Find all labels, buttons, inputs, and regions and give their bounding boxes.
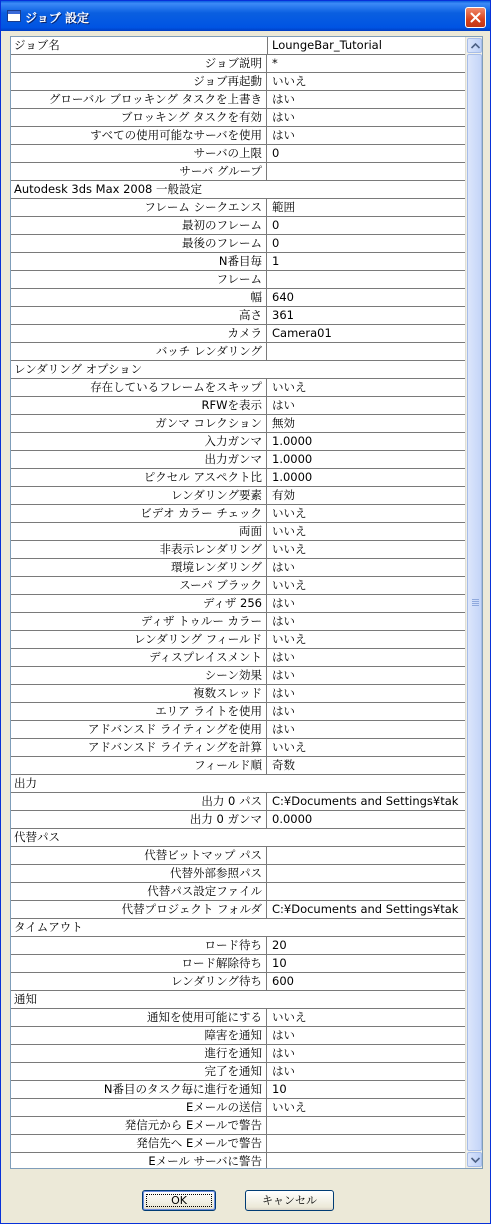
property-row[interactable] [11, 865, 467, 883]
property-value[interactable]: いいえ [272, 578, 307, 592]
property-row[interactable] [11, 523, 467, 541]
property-label: 発信先へ Eメールで警告 [11, 1135, 267, 1152]
property-value[interactable]: 640 [272, 290, 294, 304]
property-row[interactable] [11, 289, 467, 307]
property-label: 両面 [11, 523, 267, 540]
property-value[interactable]: いいえ [272, 542, 307, 556]
property-row[interactable] [11, 199, 467, 217]
property-label: フレーム シークエンス [11, 199, 267, 216]
property-row[interactable] [11, 451, 467, 469]
property-value[interactable]: はい [272, 614, 295, 628]
property-row[interactable] [11, 271, 467, 289]
property-value[interactable]: はい [272, 596, 295, 610]
property-row[interactable] [11, 469, 467, 487]
property-label: 環境レンダリング [11, 559, 267, 576]
property-value[interactable]: 1.0000 [272, 452, 313, 466]
property-row[interactable] [11, 1009, 467, 1027]
property-label: 完了を通知 [11, 1063, 267, 1080]
property-label: Eメールの送信 [11, 1099, 267, 1116]
property-label: フィールド順 [11, 757, 267, 774]
title-bar[interactable] [1, 1, 490, 31]
property-row[interactable] [11, 559, 467, 577]
property-value[interactable]: C:¥Documents and Settings¥tak [272, 794, 459, 808]
property-row[interactable] [11, 217, 467, 235]
property-label: 最後のフレーム [11, 235, 267, 252]
property-label: 出力ガンマ [11, 451, 267, 468]
property-label: アドバンスド ライティングを使用 [11, 721, 267, 738]
property-row[interactable] [11, 973, 467, 991]
property-row[interactable] [11, 937, 467, 955]
section-header[interactable] [11, 181, 467, 199]
property-label: ロード待ち [11, 937, 267, 954]
property-row[interactable] [11, 55, 467, 73]
property-value[interactable]: 範囲 [272, 200, 295, 214]
property-label: スーパ ブラック [11, 577, 267, 594]
property-label: 出力 0 ガンマ [11, 811, 267, 828]
vertical-scrollbar[interactable] [465, 37, 482, 1168]
property-label: N番目毎 [11, 253, 267, 270]
property-label: 代替パス設定ファイル [11, 883, 267, 900]
property-label: エリア ライトを使用 [11, 703, 267, 720]
property-row[interactable] [11, 433, 467, 451]
property-row[interactable] [11, 901, 467, 919]
property-row[interactable] [11, 1117, 467, 1135]
property-value[interactable]: いいえ [272, 1100, 307, 1114]
property-value[interactable]: はい [272, 110, 295, 124]
property-row[interactable] [11, 1045, 467, 1063]
section-title: 出力 [14, 776, 37, 790]
property-row[interactable] [11, 1135, 467, 1153]
property-row[interactable] [11, 685, 467, 703]
property-row[interactable] [11, 253, 467, 271]
property-label: ディザ 256 [11, 595, 267, 612]
property-label: N番目のタスク毎に進行を通知 [11, 1081, 267, 1098]
property-value[interactable]: はい [272, 704, 295, 718]
property-value[interactable]: はい [272, 1028, 295, 1042]
property-value[interactable]: 1 [272, 254, 280, 268]
cancel-button-label: キャンセル [262, 1194, 317, 1207]
property-value[interactable]: はい [272, 668, 295, 682]
property-label: 代替ビットマップ パス [11, 847, 267, 864]
property-value[interactable]: はい [272, 722, 295, 736]
property-value[interactable]: はい [272, 398, 295, 412]
property-row[interactable] [11, 1063, 467, 1081]
property-row[interactable] [11, 505, 467, 523]
property-value[interactable]: いいえ [272, 740, 307, 754]
property-value[interactable]: 無効 [272, 416, 295, 430]
property-value[interactable]: 1.0000 [272, 470, 313, 484]
property-row[interactable] [11, 73, 467, 91]
property-label: サーバ グループ [11, 163, 267, 180]
property-label: 存在しているフレームをスキップ [11, 379, 267, 396]
property-value[interactable]: いいえ [272, 1010, 307, 1024]
property-row[interactable] [11, 847, 467, 865]
property-value[interactable]: LoungeBar_Tutorial [272, 38, 382, 52]
cancel-button[interactable] [245, 1190, 334, 1211]
close-button[interactable] [465, 7, 486, 28]
section-title: 代替パス [14, 830, 60, 844]
property-rows [11, 37, 467, 1169]
scroll-up-button[interactable] [467, 38, 482, 53]
property-value[interactable]: 10 [272, 956, 287, 970]
property-label: 通知を使用可能にする [11, 1009, 267, 1026]
property-value[interactable]: 0 [272, 146, 280, 160]
property-row[interactable] [11, 91, 467, 109]
property-value[interactable]: はい [272, 1064, 295, 1078]
property-label: 幅 [11, 289, 267, 306]
property-label: 進行を通知 [11, 1045, 267, 1062]
property-value[interactable]: C:¥Documents and Settings¥tak [272, 902, 459, 916]
property-row[interactable] [11, 487, 467, 505]
property-value[interactable]: 361 [272, 308, 294, 322]
property-row[interactable] [11, 415, 467, 433]
property-row[interactable] [11, 721, 467, 739]
property-label: RFWを表示 [11, 397, 267, 414]
ok-button[interactable] [142, 1190, 216, 1211]
section-title: 通知 [14, 992, 37, 1006]
property-label: すべての使用可能なサーバを使用 [11, 127, 267, 144]
property-row[interactable] [11, 307, 467, 325]
property-row[interactable] [11, 793, 467, 811]
property-value[interactable]: はい [272, 686, 295, 700]
property-label: ピクセル アスペクト比 [11, 469, 267, 486]
property-label: カメラ [11, 325, 267, 342]
window-icon [7, 10, 21, 22]
section-header[interactable] [11, 829, 467, 847]
property-label: グローバル ブロッキング タスクを上書き [11, 91, 267, 108]
section-header[interactable] [11, 361, 467, 379]
scroll-thumb[interactable] [467, 54, 482, 1151]
property-label: 出力 0 パス [11, 793, 267, 810]
property-row[interactable] [11, 883, 467, 901]
property-value[interactable]: 有効 [272, 488, 295, 502]
chevron-down-icon [471, 1157, 480, 1163]
property-row[interactable] [11, 235, 467, 253]
property-grid[interactable] [10, 36, 483, 1169]
property-value[interactable]: 10 [272, 1082, 287, 1096]
focus-rect [146, 1194, 212, 1207]
property-label: 発信元から Eメールで警告 [11, 1117, 267, 1134]
property-value[interactable]: いいえ [272, 632, 307, 646]
property-label: サーバの上限 [11, 145, 267, 162]
property-row[interactable] [11, 1081, 467, 1099]
property-label: ビデオ カラー チェック [11, 505, 267, 522]
property-label: 最初のフレーム [11, 217, 267, 234]
property-value[interactable]: Camera01 [272, 326, 332, 340]
property-value[interactable]: いいえ [272, 524, 307, 538]
property-value[interactable]: はい [272, 560, 295, 574]
property-row[interactable] [11, 127, 467, 145]
property-row[interactable] [11, 1153, 467, 1169]
property-row[interactable] [11, 325, 467, 343]
property-label: ディスプレイスメント [11, 649, 267, 666]
property-label: ジョブ再起動 [11, 73, 267, 90]
property-label: フレーム [11, 271, 267, 288]
property-row[interactable] [11, 343, 467, 361]
property-row[interactable] [11, 613, 467, 631]
property-label: 障害を通知 [11, 1027, 267, 1044]
ok-button-label: OK [171, 1194, 187, 1207]
chevron-up-icon [471, 43, 480, 49]
property-row[interactable] [11, 595, 467, 613]
property-value[interactable]: * [272, 56, 278, 70]
property-label: ディザ トゥルー カラー [11, 613, 267, 630]
property-value[interactable]: いいえ [272, 380, 307, 394]
property-row[interactable] [11, 757, 467, 775]
property-label: 複数スレッド [11, 685, 267, 702]
property-value[interactable]: 1.0000 [272, 434, 313, 448]
property-row[interactable] [11, 163, 467, 181]
property-value[interactable]: 20 [272, 938, 287, 952]
property-row[interactable] [11, 703, 467, 721]
property-value[interactable]: はい [272, 650, 295, 664]
property-row[interactable] [11, 955, 467, 973]
property-label: レンダリング フィールド [11, 631, 267, 648]
property-value[interactable]: はい [272, 128, 295, 142]
property-value[interactable]: 奇数 [272, 758, 295, 772]
property-label: 代替外部参照パス [11, 865, 267, 882]
property-label: バッチ レンダリング [11, 343, 267, 360]
property-value[interactable]: 600 [272, 974, 294, 988]
section-header[interactable] [11, 991, 467, 1009]
property-value[interactable]: はい [272, 1046, 295, 1060]
property-label: 非表示レンダリング [11, 541, 267, 558]
window-title: ジョブ 設定 [25, 11, 89, 25]
property-label: ジョブ説明 [11, 55, 267, 72]
property-label: ガンマ コレクション [11, 415, 267, 432]
property-label: レンダリング待ち [11, 973, 267, 990]
property-label: シーン効果 [11, 667, 267, 684]
property-value[interactable]: はい [272, 92, 295, 106]
property-row[interactable] [11, 379, 467, 397]
property-row[interactable] [11, 649, 467, 667]
property-value[interactable]: 0.0000 [272, 812, 313, 826]
property-value[interactable]: いいえ [272, 74, 307, 88]
property-value[interactable]: 0 [272, 236, 280, 250]
property-value[interactable]: いいえ [272, 506, 307, 520]
property-label: 入力ガンマ [11, 433, 267, 450]
property-label: ブロッキング タスクを有効 [11, 109, 267, 126]
property-label: 代替プロジェクト フォルダ [11, 901, 267, 918]
section-title: レンダリング オプション [14, 362, 143, 376]
property-row[interactable] [11, 811, 467, 829]
property-row[interactable] [11, 1099, 467, 1117]
section-title: タイムアウト [14, 920, 83, 934]
property-value[interactable]: 0 [272, 218, 280, 232]
property-row[interactable] [11, 1027, 467, 1045]
property-label: レンダリング要素 [11, 487, 267, 504]
property-label: アドバンスド ライティングを計算 [11, 739, 267, 756]
property-label: ジョブ名 [14, 38, 60, 52]
property-row[interactable] [11, 667, 467, 685]
property-label: Eメール サーバに警告 [11, 1153, 267, 1169]
column-divider [267, 37, 268, 54]
property-row[interactable] [11, 109, 467, 127]
property-row[interactable] [11, 145, 467, 163]
section-title: Autodesk 3ds Max 2008 一般設定 [14, 182, 202, 196]
section-header[interactable] [11, 919, 467, 937]
property-label: 高さ [11, 307, 267, 324]
close-icon [470, 12, 481, 23]
property-row[interactable] [11, 37, 467, 55]
scroll-down-button[interactable] [467, 1152, 482, 1167]
property-row[interactable] [11, 577, 467, 595]
property-row[interactable] [11, 397, 467, 415]
property-row[interactable] [11, 541, 467, 559]
section-header[interactable] [11, 775, 467, 793]
property-row[interactable] [11, 631, 467, 649]
property-label: ロード解除待ち [11, 955, 267, 972]
property-row[interactable] [11, 739, 467, 757]
